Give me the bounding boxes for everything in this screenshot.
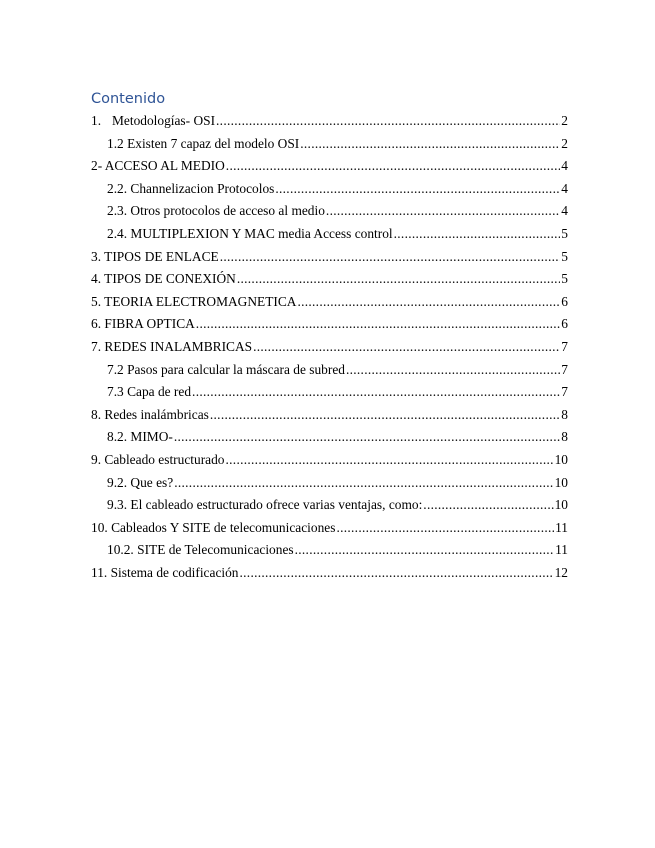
toc-entry-title: 11. Sistema de codificación (91, 564, 239, 580)
toc-dot-leader (297, 291, 560, 314)
toc-page-number: 4 (561, 203, 568, 219)
toc-page-number: 10 (554, 474, 568, 490)
toc-entry[interactable] (91, 472, 568, 495)
toc-page-number: 8 (561, 406, 568, 422)
toc-entry[interactable] (91, 133, 568, 156)
toc-entry-title: 10.2. SITE de Telecomunicaciones (107, 542, 294, 558)
toc-dot-leader (253, 336, 560, 359)
toc-entry[interactable] (91, 155, 568, 178)
toc-dot-leader (210, 404, 560, 427)
toc-page-number: 6 (561, 316, 568, 332)
toc-entry-title: 2.4. MULTIPLEXION Y MAC media Access control (107, 225, 393, 241)
toc-entry-title: 2- ACCESO AL MEDIO (91, 158, 225, 174)
toc-page-number: 5 (561, 271, 568, 287)
toc-heading: Contenido (91, 91, 166, 107)
toc-entry[interactable] (91, 313, 568, 336)
toc-dot-leader (226, 449, 554, 472)
toc-entry[interactable] (91, 359, 568, 382)
toc-page-number: 8 (561, 429, 568, 445)
toc-entry[interactable] (91, 291, 568, 314)
toc-page-number: 5 (561, 248, 568, 264)
toc-entry[interactable] (91, 200, 568, 223)
toc-page-number: 2 (561, 135, 568, 151)
toc-dot-leader (237, 268, 560, 291)
toc-entry-title: 7. REDES INALAMBRICAS (91, 338, 253, 354)
toc-page-number: 11 (555, 542, 568, 558)
toc-dot-leader (192, 381, 560, 404)
toc-page-number: 4 (561, 158, 568, 174)
toc-page-number: 5 (561, 225, 568, 241)
toc-page-number: 2 (561, 113, 568, 128)
toc-entry-title: 1.2 Existen 7 capaz del modelo OSI (107, 135, 300, 151)
toc-entry[interactable] (91, 404, 568, 427)
toc-entry[interactable] (91, 336, 568, 359)
toc-entry[interactable] (91, 246, 568, 269)
table-of-contents (91, 88, 568, 584)
toc-dot-leader (220, 246, 561, 269)
toc-dot-leader (423, 494, 553, 517)
toc-page-number: 11 (555, 519, 568, 535)
toc-dot-leader (326, 200, 560, 223)
toc-entry-title (91, 110, 215, 133)
toc-page-number: 12 (554, 564, 568, 580)
toc-entry-title: 2.3. Otros protocolos de acceso al medio (107, 203, 325, 219)
toc-dot-leader (275, 178, 560, 201)
toc-entry-title: 7.3 Capa de red (107, 384, 192, 400)
toc-dot-leader (174, 426, 560, 449)
toc-dot-leader (300, 133, 560, 156)
toc-page-number: 7 (561, 338, 568, 354)
toc-page-number: 10 (554, 451, 568, 467)
toc-entry-title: 3. TIPOS DE ENLACE (91, 248, 219, 264)
toc-entry-number: 1. (91, 113, 102, 128)
toc-entry-title: 9.2. Que es? (107, 474, 174, 490)
toc-dot-leader (240, 562, 554, 585)
toc-entry[interactable] (91, 449, 568, 472)
toc-dot-leader (216, 110, 560, 133)
toc-entry-title: 10. Cableados Y SITE de telecomunicaciones (91, 519, 336, 535)
toc-dot-leader (295, 539, 554, 562)
toc-entry[interactable] (91, 110, 568, 133)
toc-entry[interactable] (91, 178, 568, 201)
toc-entry[interactable] (91, 223, 568, 246)
toc-entry-title: 8. Redes inalámbricas (91, 406, 209, 422)
toc-page-number: 7 (561, 384, 568, 400)
toc-entry-text: Metodologías- OSI (112, 113, 216, 128)
toc-entry[interactable] (91, 562, 568, 585)
toc-page-number: 7 (561, 361, 568, 377)
toc-dot-leader (394, 223, 561, 246)
toc-entry-title: 9. Cableado estructurado (91, 451, 225, 467)
toc-entry[interactable] (91, 494, 568, 517)
toc-entry-title: 7.2 Pasos para calcular la máscara de subred (107, 361, 345, 377)
toc-entry-title: 5. TEORIA ELECTROMAGNETICA (91, 293, 297, 309)
toc-dot-leader (174, 472, 553, 495)
toc-page-number: 4 (561, 180, 568, 196)
toc-dot-leader (196, 313, 561, 336)
toc-page-number: 10 (554, 497, 568, 513)
toc-entry[interactable] (91, 539, 568, 562)
toc-entry[interactable] (91, 381, 568, 404)
toc-entry-title: 8.2. MIMO- (107, 429, 173, 445)
toc-dot-leader (336, 517, 554, 540)
toc-page-number: 6 (561, 293, 568, 309)
toc-dot-leader (226, 155, 561, 178)
toc-entry[interactable] (91, 426, 568, 449)
toc-entry-title: 4. TIPOS DE CONEXIÓN (91, 271, 236, 287)
toc-entry[interactable] (91, 517, 568, 540)
toc-entry-title: 9.3. El cableado estructurado ofrece varias ventajas, como: (107, 497, 423, 513)
toc-dot-leader (346, 359, 560, 382)
toc-entry[interactable] (91, 268, 568, 291)
toc-entry-title: 6. FIBRA OPTICA (91, 316, 195, 332)
toc-entry-title: 2.2. Channelizacion Protocolos (107, 180, 275, 196)
